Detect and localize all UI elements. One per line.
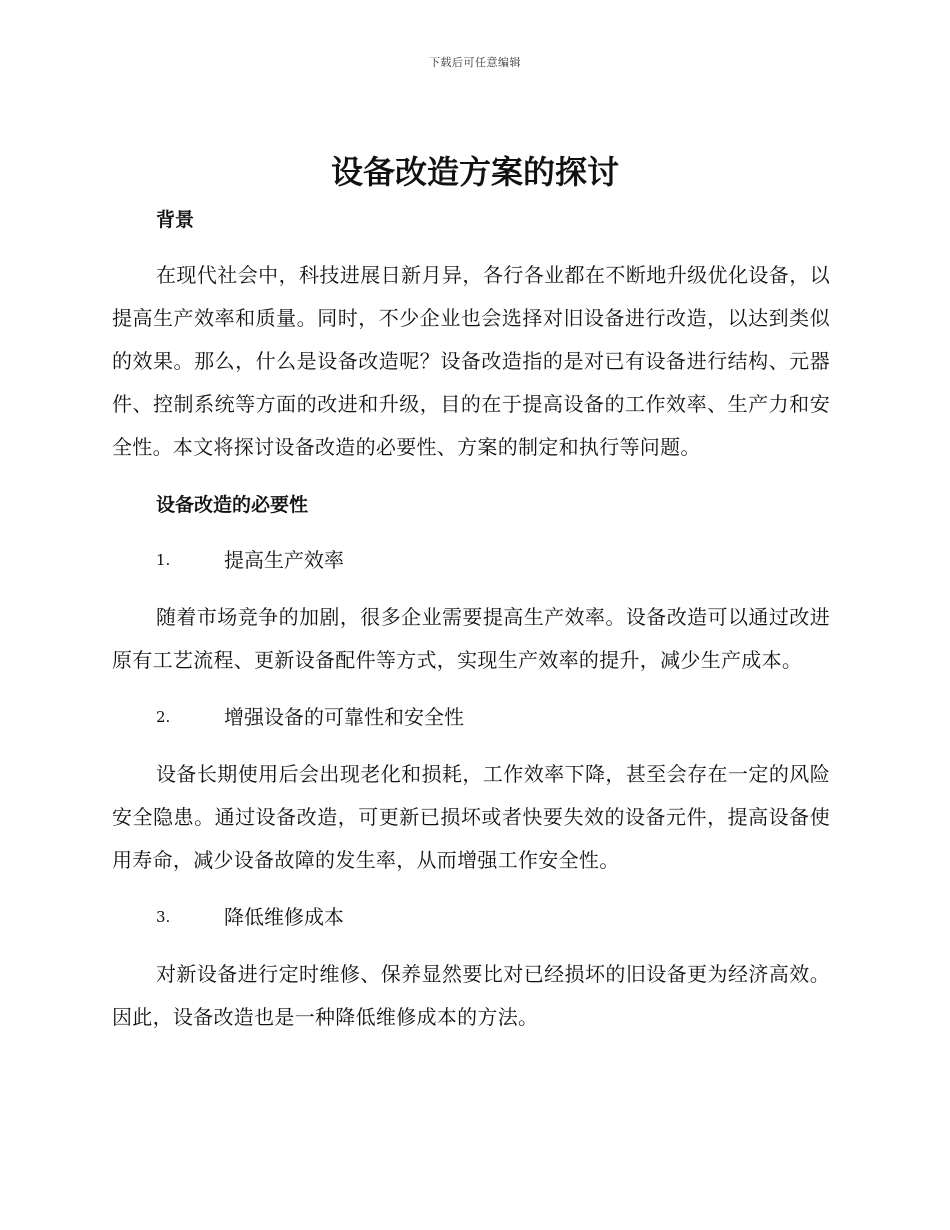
item-1-paragraph: 随着市场竞争的加剧，很多企业需要提高生产效率。设备改造可以通过改进原有工艺流程、更新设备配件等方式，实现生产效率的提升，减少生产成本。: [112, 605, 830, 672]
list-label: 增强设备的可靠性和安全性: [224, 705, 464, 729]
list-number: 3.: [156, 908, 171, 926]
section-heading-necessity: 设备改造的必要性: [156, 494, 309, 516]
section-heading-background: 背景: [156, 209, 195, 231]
background-paragraph: 在现代社会中，科技进展日新月异，各行各业都在不断地升级优化设备，以提高生产效率和质量。同时，不少企业也会选择对旧设备进行改造，以达到类似的效果。那么，什么是设备改造呢？设备改造指的是对已有设备进行结构、元器件、控制系统等方面的改进和升级，目的在于提高设备的工作效率、生产力和安全性。本文将探讨设备改造的必要性、方案的制定和执行等问题。: [112, 263, 830, 459]
item-3-paragraph: 对新设备进行定时维修、保养显然要比对已经损坏的旧设备更为经济高效。因此，设备改造也是一种降低维修成本的方法。: [112, 962, 830, 1029]
document-title: 设备改造方案的探讨: [330, 153, 619, 191]
list-item-2: [112, 696, 830, 739]
list-label: 提高生产效率: [224, 548, 344, 572]
document-body: [112, 200, 830, 1039]
list-item-1: [112, 539, 830, 582]
list-item-3: [112, 896, 830, 939]
list-label: 降低维修成本: [224, 905, 344, 929]
list-number: 1.: [156, 551, 171, 569]
item-2-paragraph: 设备长期使用后会出现老化和损耗，工作效率下降，甚至会存在一定的风险安全隐患。通过设备改造，可更新已损坏或者快要失效的设备元件，提高设备使用寿命，减少设备故障的发生率，从而增强工作安全性。: [112, 762, 830, 872]
list-number: 2.: [156, 708, 171, 726]
header-note: 下载后可任意编辑: [429, 56, 521, 69]
